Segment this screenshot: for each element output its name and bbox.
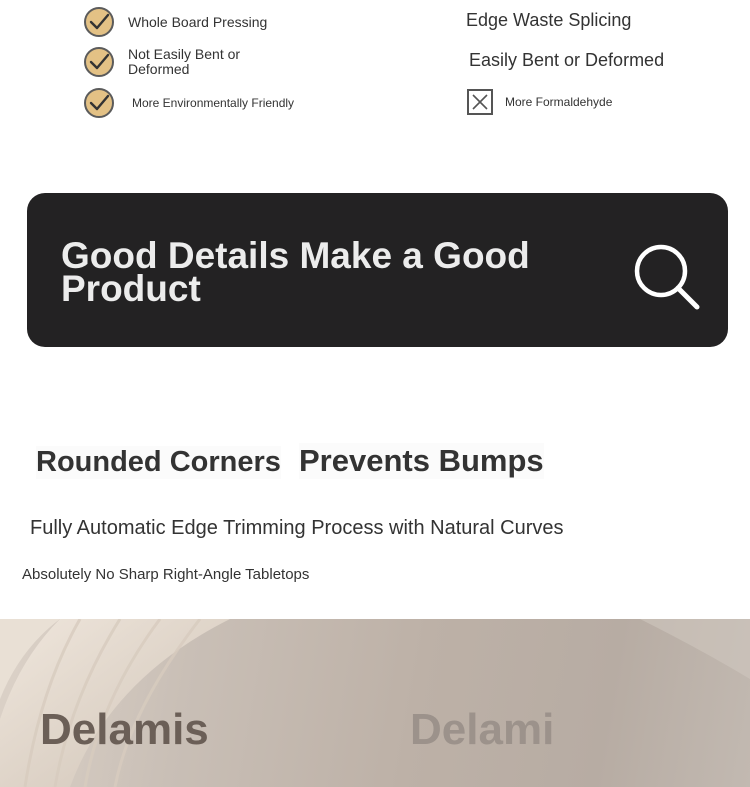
brand-word-left: Delamis [40, 705, 209, 754]
check-icon [84, 7, 114, 37]
banner-title: Good Details Make a Good Product [61, 235, 530, 309]
feature-row-not-easily-bent [84, 47, 268, 77]
wood-board-image [0, 619, 750, 787]
feature-label: Not Easily Bent or Deformed [128, 46, 241, 77]
check-icon [84, 47, 114, 77]
feature-label: Whole Board Pressing [128, 13, 268, 30]
brand-word-right: Delami [410, 705, 555, 754]
comparison-edge-waste-splicing: Edge Waste Splicing [466, 10, 632, 30]
details-banner [27, 193, 728, 347]
prevents-bumps-heading: Prevents Bumps [299, 443, 544, 478]
rounded-corners-heading: Rounded Corners [36, 446, 281, 478]
edge-trimming-text: Fully Automatic Edge Trimming Process with Natural Curves [30, 517, 564, 539]
product-photo [0, 619, 750, 787]
search-icon [633, 243, 701, 311]
feature-row-whole-board-pressing [84, 7, 267, 37]
comparison-easily-bent: Easily Bent or Deformed [469, 50, 665, 70]
x-box-icon [467, 89, 493, 115]
feature-label: More Environmentally Friendly [132, 95, 295, 110]
feature-label: More Formaldehyde [505, 94, 613, 109]
no-sharp-corners-text: Absolutely No Sharp Right-Angle Tabletops [22, 566, 310, 583]
feature-row-more-formaldehyde [467, 89, 612, 115]
check-icon [84, 88, 114, 118]
feature-row-environmentally-friendly [84, 88, 294, 118]
